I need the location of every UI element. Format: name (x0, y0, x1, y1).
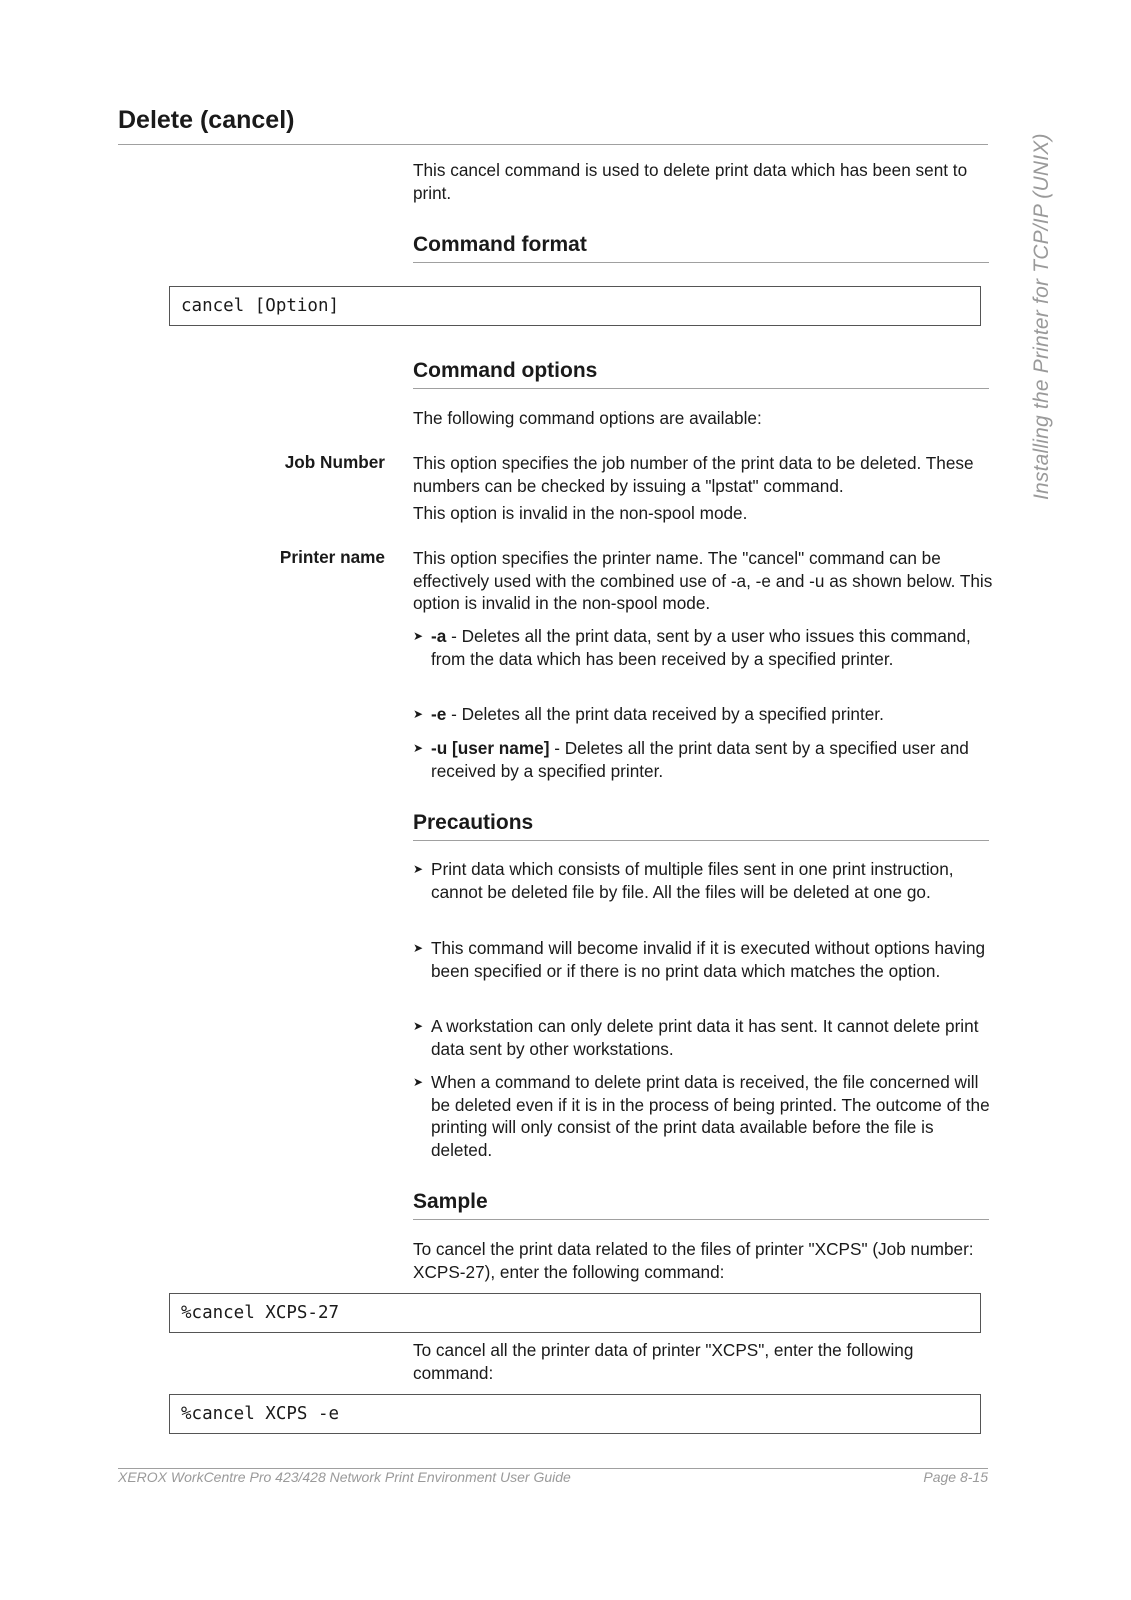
command-options-divider (413, 388, 989, 389)
sample-code-1: %cancel XCPS-27 (169, 1293, 981, 1333)
precaution-item: ➤ Print data which consists of multiple files sent in one print instruction, cannot be deleted file by file. All the files will be deleted at one go. (413, 859, 954, 902)
arrow-bullet-icon: ➤ (413, 741, 424, 755)
sample-heading: Sample (413, 1190, 488, 1213)
command-options-intro: The following command options are available: (413, 408, 762, 428)
sample-text-1: To cancel the print data related to the files of printer "XCPS" (Job number: XCPS-27), enter the following command: (413, 1239, 974, 1282)
option-flag: -e (431, 704, 447, 724)
arrow-bullet-icon: ➤ (413, 707, 424, 721)
title-divider (118, 144, 988, 145)
sample-divider (413, 1219, 989, 1220)
option-text: - Deletes all the print data, sent by a user who issues this command, from the data which has been received by a specified printer. (431, 626, 971, 669)
command-format-divider (413, 262, 989, 263)
sample-text-2: To cancel all the printer data of printer "XCPS", enter the following command: (413, 1340, 914, 1383)
precaution-item: ➤ A workstation can only delete print data it has sent. It cannot delete print data sent by other workstations. (413, 1016, 979, 1059)
command-options-heading: Command options (413, 359, 598, 382)
arrow-bullet-icon: ➤ (413, 1019, 424, 1033)
arrow-bullet-icon: ➤ (413, 1075, 424, 1089)
option-bullet (413, 703, 993, 726)
option-flag: -a (431, 626, 447, 646)
printer-name-term: Printer name (279, 547, 385, 567)
arrow-bullet-icon: ➤ (413, 629, 424, 643)
printer-name-description: This option specifies the printer name. The "cancel" command can be effectively used with the combined use of -a, -e and -u as shown below. This option is invalid in the non-spool mode. (413, 548, 993, 613)
option-bullet (413, 625, 993, 670)
job-number-note: This option is invalid in the non-spool mode. (413, 503, 748, 523)
intro-paragraph: This cancel command is used to delete print data which has been sent to print. (413, 160, 968, 203)
page-title: Delete (cancel) (118, 106, 295, 134)
option-flag: -u [user name] (431, 738, 550, 758)
footer-page-number: Page 8-15 (923, 1469, 988, 1485)
precaution-item: ➤ When a command to delete print data is received, the file concerned will be deleted even if it is in the process of being printed. The outcome of the printing will only consist of the print data available before the file is deleted. (413, 1072, 990, 1160)
option-text: - Deletes all the print data received by a specified printer. (446, 704, 884, 724)
footer-guide-title: XEROX WorkCentre Pro 423/428 Network Print Environment User Guide (118, 1469, 571, 1485)
precautions-divider (413, 840, 989, 841)
command-format-code: cancel [Option] (169, 286, 981, 326)
precaution-item: ➤ This command will become invalid if it is executed without options having been specified or if there is no print data which matches the option. (413, 938, 986, 981)
precautions-heading: Precautions (413, 811, 534, 834)
arrow-bullet-icon: ➤ (413, 862, 424, 876)
chapter-side-tab: Installing the Printer for TCP/IP (UNIX) (1030, 133, 1053, 500)
option-bullet (413, 737, 993, 782)
job-number-description: This option specifies the job number of the print data to be deleted. These numbers can be checked by issuing a "lpstat" command. (413, 453, 974, 496)
option-text: - Deletes all the print data sent by a specified user and received by a specified printer. (431, 738, 969, 781)
job-number-term: Job Number (284, 452, 385, 472)
arrow-bullet-icon: ➤ (413, 941, 424, 955)
command-format-heading: Command format (413, 233, 587, 256)
sample-code-2: %cancel XCPS -e (169, 1394, 981, 1434)
